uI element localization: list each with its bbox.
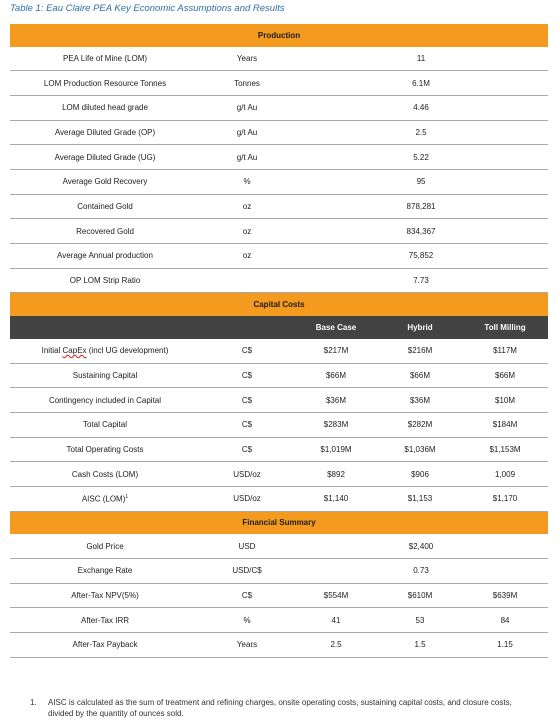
row-unit: C$ — [200, 437, 294, 462]
row-unit: C$ — [200, 583, 294, 608]
row-unit: USD/C$ — [200, 558, 294, 583]
cell-base-case: $1,019M — [294, 437, 378, 462]
row-label: PEA Life of Mine (LOM) — [10, 47, 200, 71]
cell-base-case: $892 — [294, 462, 378, 487]
blank-header-cell — [10, 316, 200, 339]
row-label: Average Gold Recovery — [10, 169, 200, 194]
row-label: LOM diluted head grade — [10, 95, 200, 120]
table-row — [10, 412, 548, 437]
table-row — [10, 339, 548, 363]
row-value: 11 — [294, 47, 548, 71]
row-value: $2,400 — [294, 534, 548, 558]
row-label: After-Tax Payback — [10, 632, 200, 657]
row-label: Total Capital — [10, 412, 200, 437]
row-label: After-Tax IRR — [10, 608, 200, 633]
table-row — [10, 558, 548, 583]
row-label — [10, 487, 200, 512]
row-label: Average Diluted Grade (OP) — [10, 120, 200, 145]
cell-hybrid: $282M — [378, 412, 462, 437]
table-row — [10, 244, 548, 269]
row-unit: oz — [200, 244, 294, 269]
table-row — [10, 219, 548, 244]
table-row — [10, 632, 548, 657]
row-value: 878,281 — [294, 194, 548, 219]
row-label: Contingency included in Capital — [10, 388, 200, 413]
row-value: 75,852 — [294, 244, 548, 269]
cell-toll-milling: $184M — [462, 412, 548, 437]
row-value: 6.1M — [294, 71, 548, 96]
table-row — [10, 388, 548, 413]
row-unit: g/t Au — [200, 95, 294, 120]
table-row — [10, 169, 548, 194]
row-unit: % — [200, 608, 294, 633]
cell-hybrid: $36M — [378, 388, 462, 413]
column-header-base-case: Base Case — [294, 316, 378, 339]
cell-toll-milling: 84 — [462, 608, 548, 633]
cell-base-case: $217M — [294, 339, 378, 363]
footnote — [32, 697, 512, 719]
row-value: 834,367 — [294, 219, 548, 244]
row-label: OP LOM Strip Ratio — [10, 268, 200, 293]
cell-toll-milling: 1,009 — [462, 462, 548, 487]
cell-toll-milling: $117M — [462, 339, 548, 363]
blank-header-cell — [200, 316, 294, 339]
cell-toll-milling: 1.15 — [462, 632, 548, 657]
row-label: Contained Gold — [10, 194, 200, 219]
scenario-column-headers — [10, 316, 548, 339]
column-header-hybrid: Hybrid — [378, 316, 462, 339]
table-row — [10, 363, 548, 388]
cell-hybrid: $216M — [378, 339, 462, 363]
row-unit — [200, 268, 294, 293]
table-row — [10, 608, 548, 633]
cell-toll-milling: $1,153M — [462, 437, 548, 462]
table-caption: Table 1: Eau Claire PEA Key Economic Assumptions and Results — [10, 3, 285, 14]
column-header-toll-milling: Toll Milling — [462, 316, 548, 339]
cell-base-case: 41 — [294, 608, 378, 633]
financial-header-cell: Financial Summary — [10, 511, 548, 534]
row-value: 7.73 — [294, 268, 548, 293]
cell-hybrid: $1,036M — [378, 437, 462, 462]
row-value: 4.46 — [294, 95, 548, 120]
table-row — [10, 268, 548, 293]
table-row — [10, 71, 548, 96]
cell-hybrid: $66M — [378, 363, 462, 388]
row-label: Sustaining Capital — [10, 363, 200, 388]
row-unit: % — [200, 169, 294, 194]
table-row — [10, 95, 548, 120]
capital-header-cell: Capital Costs — [10, 293, 548, 316]
row-label: Total Operating Costs — [10, 437, 200, 462]
row-label: LOM Production Resource Tonnes — [10, 71, 200, 96]
cell-base-case: $66M — [294, 363, 378, 388]
cell-base-case: $1,140 — [294, 487, 378, 512]
cell-toll-milling: $10M — [462, 388, 548, 413]
row-label: After-Tax NPV(5%) — [10, 583, 200, 608]
row-unit: Tonnes — [200, 71, 294, 96]
table-row — [10, 583, 548, 608]
row-unit: Years — [200, 632, 294, 657]
row-unit: C$ — [200, 388, 294, 413]
row-value: 95 — [294, 169, 548, 194]
cell-toll-milling: $66M — [462, 363, 548, 388]
row-unit: USD — [200, 534, 294, 558]
row-label: Average Annual production — [10, 244, 200, 269]
cell-base-case: $36M — [294, 388, 378, 413]
cell-base-case: 2.5 — [294, 632, 378, 657]
footnote-text: AISC is calculated as the sum of treatment and refining charges, onsite operating costs, sustaining capital costs, and closure costs, divided by the quantity of ounces sold. — [48, 698, 512, 718]
economics-table — [10, 24, 548, 658]
row-unit: USD/oz — [200, 487, 294, 512]
row-unit: C$ — [200, 339, 294, 363]
cell-base-case: $554M — [294, 583, 378, 608]
row-label: Exchange Rate — [10, 558, 200, 583]
row-unit: C$ — [200, 412, 294, 437]
cell-hybrid: $1,153 — [378, 487, 462, 512]
row-label: Recovered Gold — [10, 219, 200, 244]
row-unit: g/t Au — [200, 120, 294, 145]
cell-hybrid: $906 — [378, 462, 462, 487]
cell-hybrid: 53 — [378, 608, 462, 633]
row-label: Gold Price — [10, 534, 200, 558]
table-row — [10, 194, 548, 219]
production-section-header — [10, 24, 548, 47]
table-row — [10, 437, 548, 462]
production-header-cell: Production — [10, 24, 548, 47]
table-row — [10, 145, 548, 170]
capex-suffix: (incl UG development) — [86, 346, 169, 356]
footnote-number: 1. — [30, 698, 37, 707]
cell-toll-milling: $1,170 — [462, 487, 548, 512]
row-unit: USD/oz — [200, 462, 294, 487]
table-row — [10, 462, 548, 487]
cell-base-case: $283M — [294, 412, 378, 437]
financial-section-header — [10, 511, 548, 534]
row-value: 2.5 — [294, 120, 548, 145]
cell-hybrid: $610M — [378, 583, 462, 608]
cell-hybrid: 1.5 — [378, 632, 462, 657]
table-row — [10, 534, 548, 558]
footnote-reference: 1 — [125, 494, 129, 501]
row-unit: C$ — [200, 363, 294, 388]
row-unit: oz — [200, 194, 294, 219]
capex-prefix: Initial — [41, 346, 63, 356]
row-value: 0.73 — [294, 558, 548, 583]
row-unit: Years — [200, 47, 294, 71]
table-row — [10, 487, 548, 512]
row-value: 5.22 — [294, 145, 548, 170]
table-row — [10, 120, 548, 145]
row-label: Average Diluted Grade (UG) — [10, 145, 200, 170]
row-label — [10, 339, 200, 363]
table-row — [10, 47, 548, 71]
cell-toll-milling: $639M — [462, 583, 548, 608]
row-label: Cash Costs (LOM) — [10, 462, 200, 487]
row-unit: g/t Au — [200, 145, 294, 170]
aisc-label: AISC (LOM) — [81, 494, 126, 504]
capital-section-header — [10, 293, 548, 316]
row-unit: oz — [200, 219, 294, 244]
capex-word: CapEx — [62, 346, 87, 356]
